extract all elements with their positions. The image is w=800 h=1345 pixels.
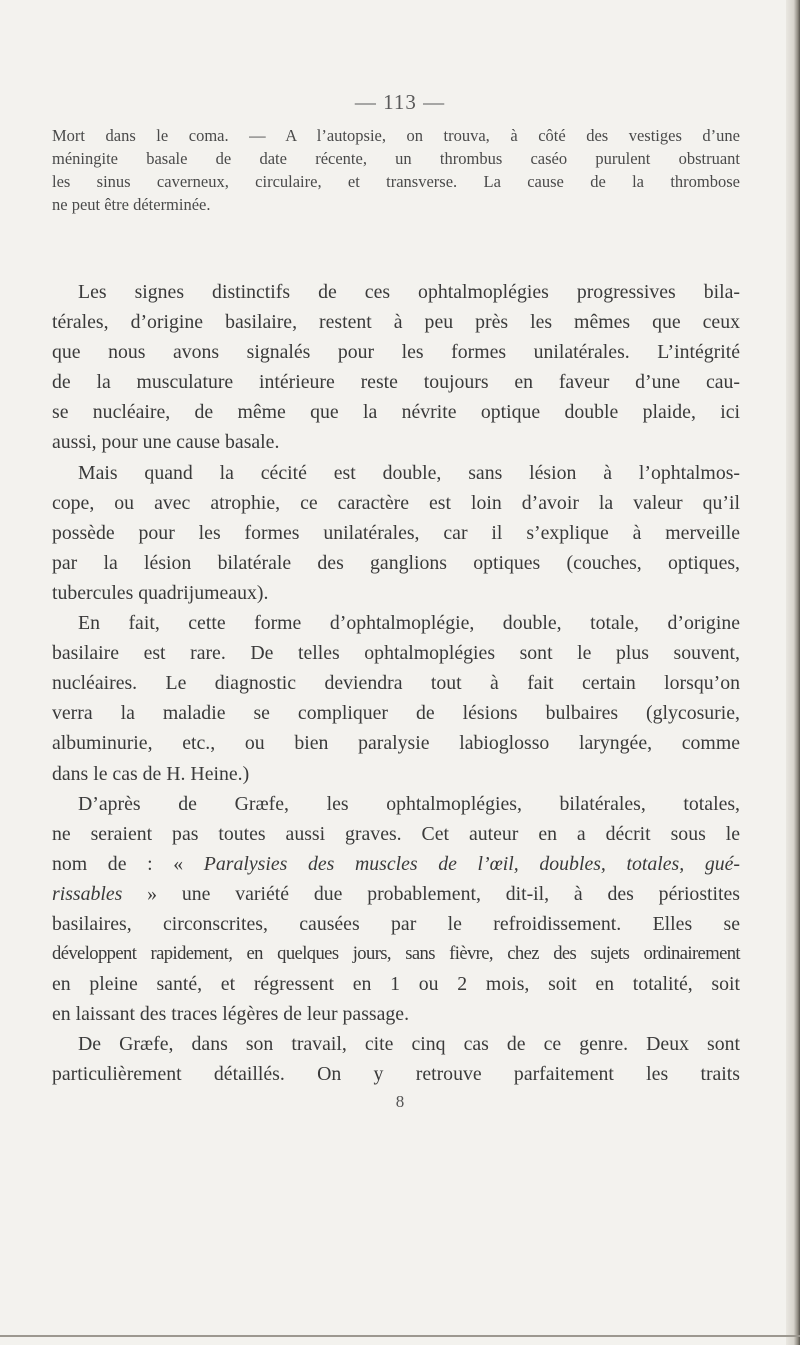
text-line: développent rapidement, en quelques jours, sans fièvre, chez des sujets ordinairement — [52, 943, 740, 965]
text-line: nucléaires. Le diagnostic deviendra tout à fait certain lorsqu’on — [52, 672, 740, 695]
text-line: aussi, pour une cause basale. — [52, 431, 280, 454]
text-line: basilaires, circonscrites, causées par le refroidissement. Elles se — [52, 912, 740, 935]
text-line-with-quotation — [52, 879, 740, 909]
text-line: dans le cas de H. Heine.) — [52, 762, 250, 785]
text-line: se nucléaire, de même que la névrite optique double plaide, ici — [52, 401, 740, 424]
quoted-title-part-2: rissables — [52, 882, 123, 905]
page-bottom-edge — [0, 1335, 800, 1337]
text-line: verra la maladie se compliquer de lésions bulbaires (glycosurie, — [52, 702, 740, 725]
page-number: — 113 — — [354, 90, 446, 114]
quote-close-text: » une variété due probablement, dit-il, à des périostites — [122, 882, 740, 905]
text-line: les sinus caverneux, circulaire, et transverse. La cause de la thrombose — [52, 172, 740, 191]
text-line: de la musculature intérieure reste toujours en faveur d’une cau- — [52, 371, 740, 394]
text-line: térales, d’origine basilaire, restent à peu près les mêmes que ceux — [52, 311, 740, 334]
quoted-title-part-1: Paralysies des muscles de l’œil, doubles, totales, gué- — [203, 852, 740, 875]
quote-open-text: nom de : « — [52, 852, 204, 875]
text-line: ne seraient pas toutes aussi graves. Cet auteur en a décrit sous le — [52, 822, 740, 845]
text-line: En fait, cette forme d’ophtalmoplégie, double, totale, d’origine — [78, 612, 740, 635]
text-line: De Græfe, dans son travail, cite cinq cas de ce genre. Deux sont — [78, 1033, 740, 1056]
text-line: méningite basale de date récente, un thrombus caséo purulent obstruant — [52, 149, 740, 168]
text-line: Mais quand la cécité est double, sans lésion à l’ophtalmos- — [78, 461, 740, 484]
text-line: en pleine santé, et régressent en 1 ou 2 mois, soit en totalité, soit — [52, 973, 740, 996]
text-line: en laissant des traces légères de leur passage. — [52, 1003, 410, 1026]
main-text — [52, 277, 740, 1090]
text-line: particulièrement détaillés. On y retrouve parfaitement les traits — [52, 1063, 740, 1086]
text-line: par la lésion bilatérale des ganglions optiques (couches, optiques, — [52, 551, 740, 574]
text-line: tubercules quadrijumeaux). — [52, 581, 269, 604]
text-line: Mort dans le coma. — A l’autopsie, on trouva, à côté des vestiges d’une — [52, 126, 740, 145]
text-line: Les signes distinctifs de ces ophtalmoplégies progressives bila- — [78, 281, 740, 303]
text-line: possède pour les formes unilatérales, car il s’explique à merveille — [52, 521, 740, 544]
signature-mark: 8 — [395, 1092, 405, 1111]
text-line: cope, ou avec atrophie, ce caractère est loin d’avoir la valeur qu’il — [52, 491, 740, 514]
text-line-with-quotation — [52, 849, 740, 879]
text-line: que nous avons signalés pour les formes unilatérales. L’intégrité — [52, 341, 740, 364]
text-line: D’après de Græfe, les ophtalmoplégies, bilatérales, totales, — [78, 792, 740, 815]
case-report-paragraph — [52, 124, 740, 216]
text-line: albuminurie, etc., ou bien paralysie labioglosso laryngée, comme — [52, 732, 740, 755]
text-line: basilaire est rare. De telles ophtalmoplégies sont le plus souvent, — [52, 642, 740, 665]
page-edge-shadow — [786, 0, 800, 1345]
text-line: ne peut être déterminée. — [52, 195, 211, 214]
